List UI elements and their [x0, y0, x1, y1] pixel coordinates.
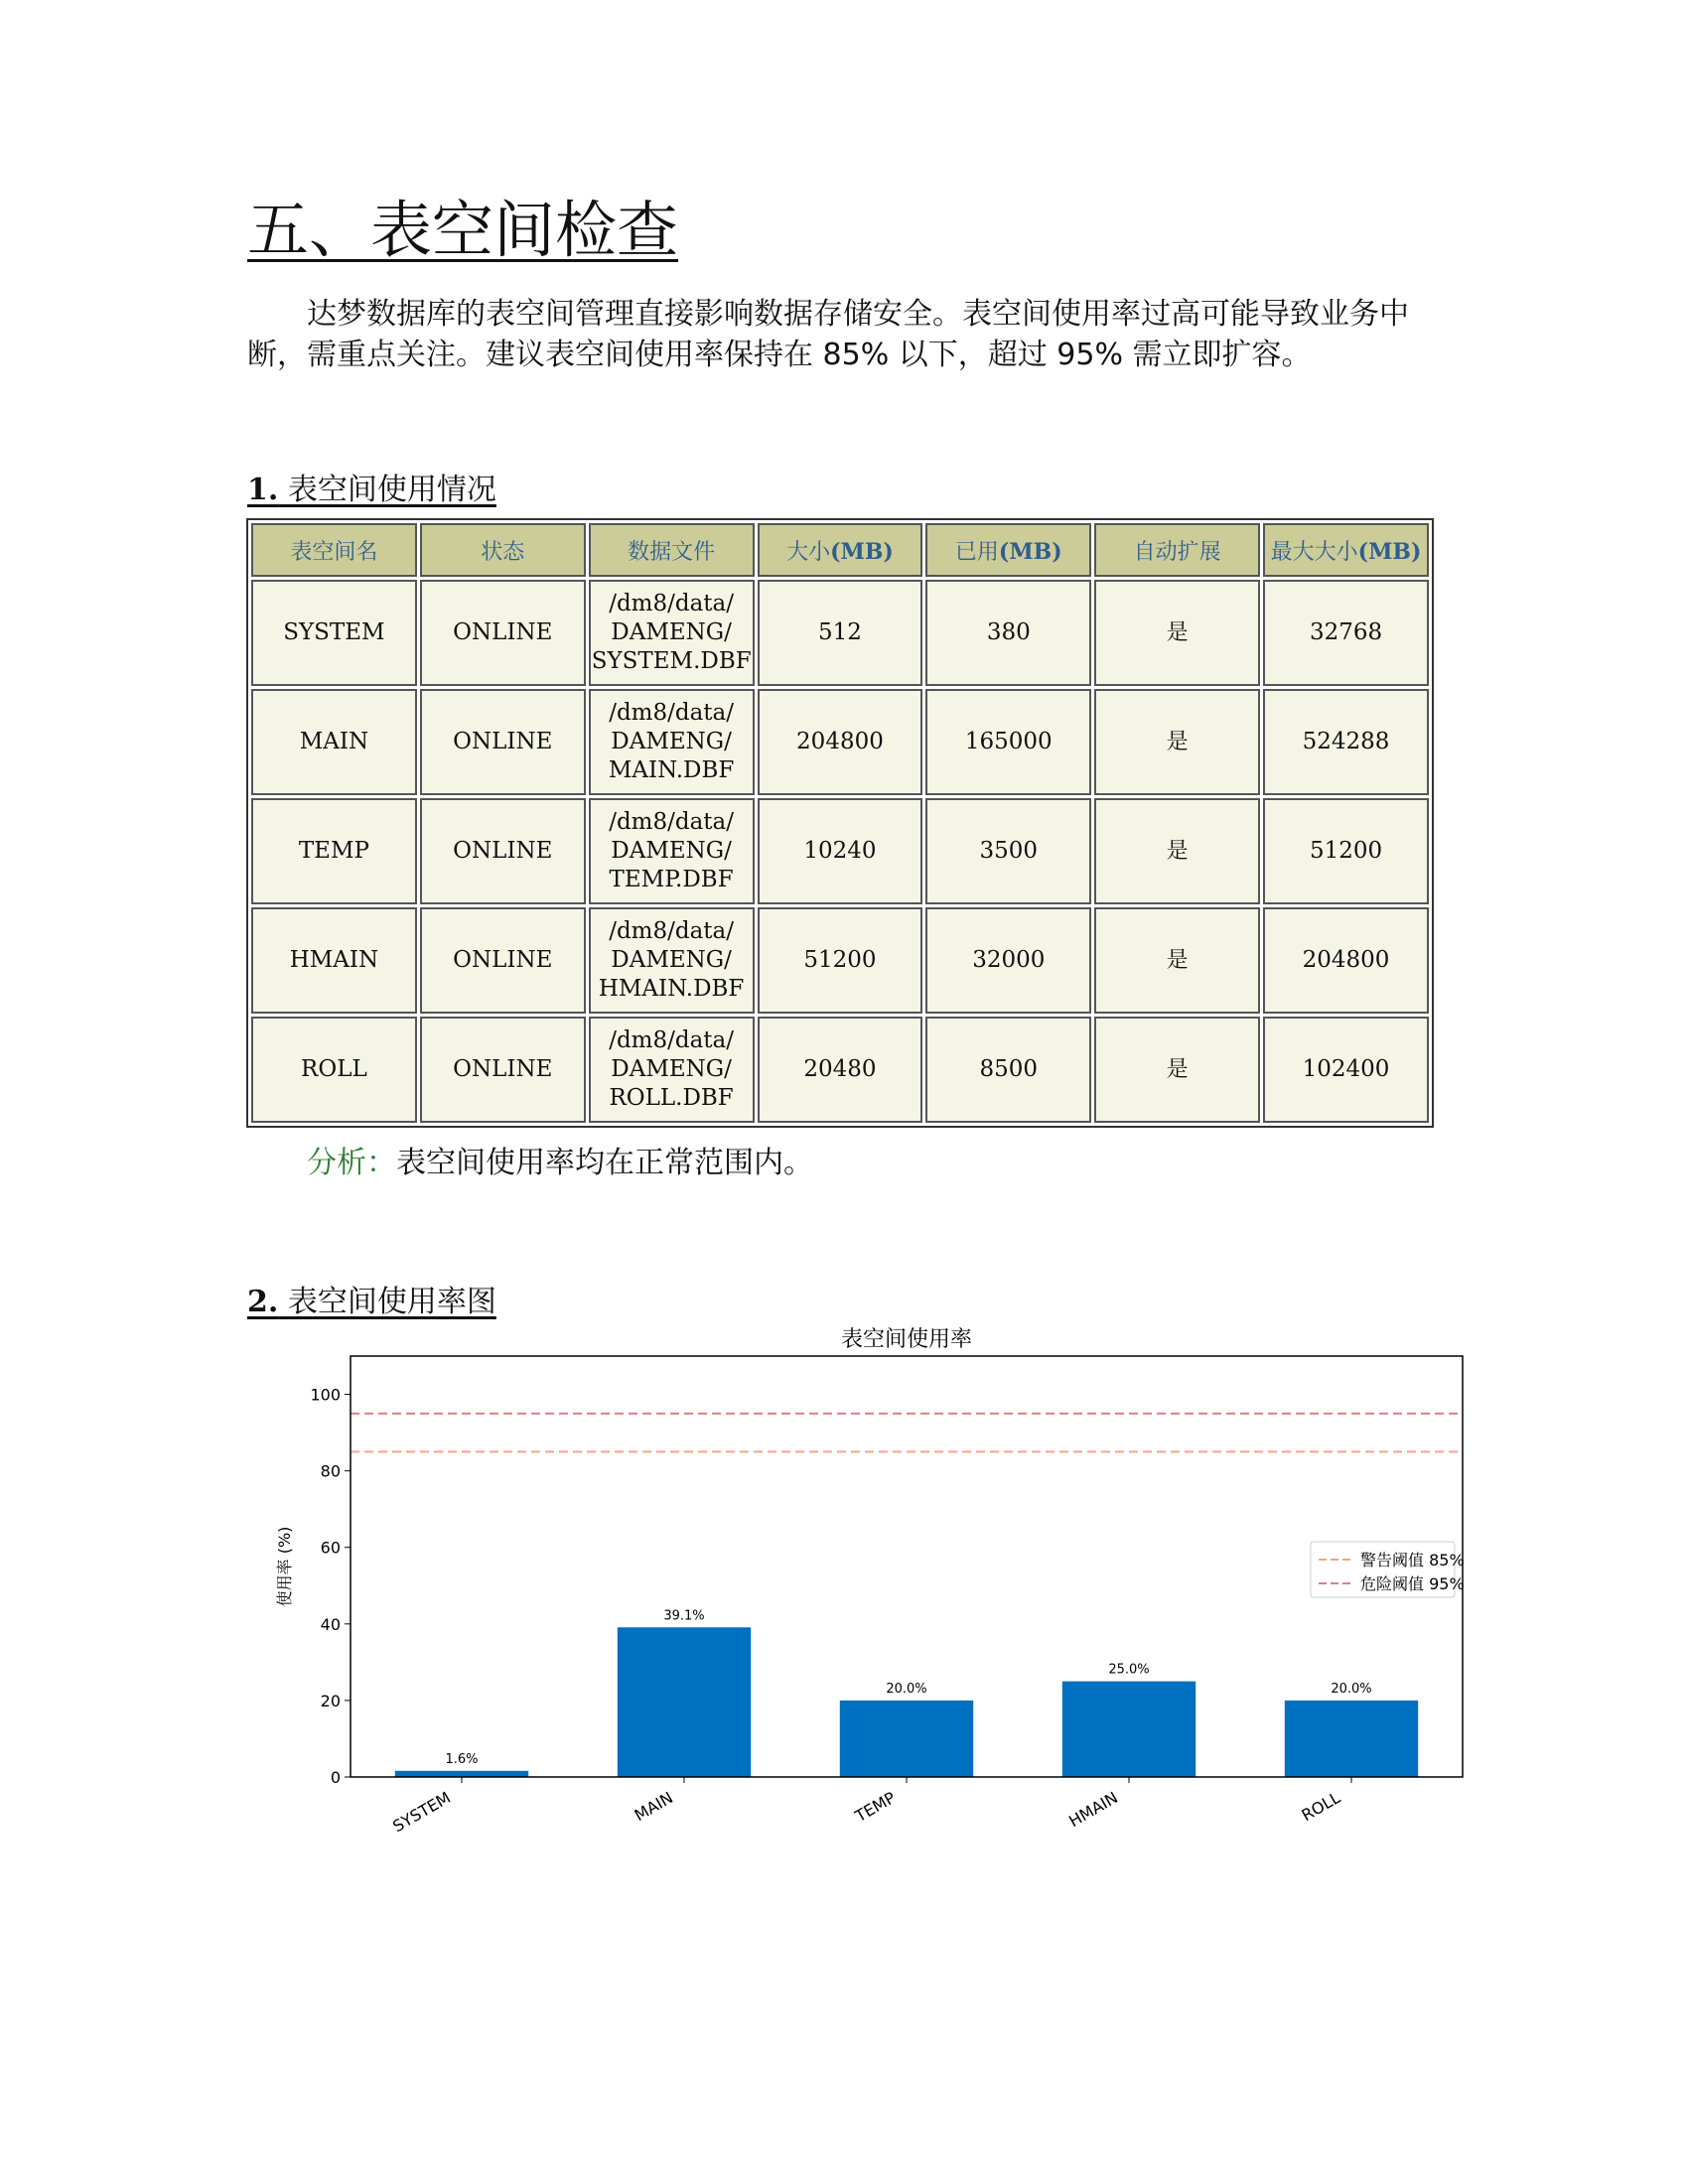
- tablespace-table: [248, 520, 1432, 1126]
- cell-size: 20480: [758, 1017, 923, 1123]
- cell-used: 8500: [925, 1017, 1091, 1123]
- table-header-row: [251, 523, 1429, 577]
- usage-chart: [268, 1320, 1479, 1856]
- x-tick-label: MAIN: [631, 1788, 676, 1826]
- cell-name: HMAIN: [251, 907, 417, 1014]
- legend-label: 危险阈值 95%: [1360, 1574, 1465, 1593]
- cell-name: MAIN: [251, 689, 417, 795]
- cell-maxsize: 51200: [1263, 798, 1429, 904]
- cell-name: SYSTEM: [251, 580, 417, 686]
- cell-status: ONLINE: [420, 798, 586, 904]
- cell-autoextend: 是: [1094, 689, 1260, 795]
- header-cell: 状态: [420, 523, 586, 577]
- cell-autoextend: 是: [1094, 1017, 1260, 1123]
- cell-file: /dm8/data/ DAMENG/ MAIN.DBF: [589, 689, 755, 795]
- cell-status: ONLINE: [420, 580, 586, 686]
- tablespace-table-frame: [246, 518, 1434, 1128]
- cell-size: 512: [758, 580, 923, 686]
- cell-file: /dm8/data/ DAMENG/ HMAIN.DBF: [589, 907, 755, 1014]
- section-number: 2.: [247, 1285, 279, 1319]
- cell-name: ROLL: [251, 1017, 417, 1123]
- table-row: [251, 1017, 1429, 1123]
- page-title: 五、表空间检查: [247, 194, 679, 266]
- cell-maxsize: 524288: [1263, 689, 1429, 795]
- cell-used: 32000: [925, 907, 1091, 1014]
- cell-file: /dm8/data/ DAMENG/ TEMP.DBF: [589, 798, 755, 904]
- bar: [1285, 1701, 1418, 1777]
- cell-size: 51200: [758, 907, 923, 1014]
- x-tick-label: SYSTEM: [389, 1788, 454, 1837]
- section-label: 表空间使用情况: [278, 473, 496, 507]
- bar: [618, 1627, 751, 1777]
- data-label: 1.6%: [445, 1751, 479, 1767]
- cell-used: 380: [925, 580, 1091, 686]
- cell-size: 10240: [758, 798, 923, 904]
- data-label: 20.0%: [886, 1681, 927, 1697]
- section-number: 1.: [247, 473, 279, 507]
- bar: [1062, 1682, 1196, 1777]
- y-tick-label: 60: [320, 1538, 341, 1558]
- cell-status: ONLINE: [420, 907, 586, 1014]
- intro-paragraph: 达梦数据库的表空间管理直接影响数据存储安全。表空间使用率过高可能导致业务中断，需重点关注。建议表空间使用率保持在 85% 以下，超过 95% 需立即扩容。: [247, 297, 1409, 372]
- cell-used: 165000: [925, 689, 1091, 795]
- cell-file: /dm8/data/ DAMENG/ ROLL.DBF: [589, 1017, 755, 1123]
- section-title-usage: [247, 465, 496, 508]
- cell-used: 3500: [925, 798, 1091, 904]
- bar: [840, 1701, 973, 1777]
- chart-title: 表空间使用率: [840, 1327, 973, 1352]
- x-tick-label: HMAIN: [1065, 1788, 1121, 1832]
- cell-name: TEMP: [251, 798, 417, 904]
- cell-maxsize: 102400: [1263, 1017, 1429, 1123]
- cell-file: /dm8/data/ DAMENG/ SYSTEM.DBF: [589, 580, 755, 686]
- header-cell: 已用(MB): [925, 523, 1091, 577]
- table-row: [251, 798, 1429, 904]
- cell-autoextend: 是: [1094, 580, 1260, 686]
- data-label: 25.0%: [1108, 1662, 1150, 1678]
- cell-maxsize: 204800: [1263, 907, 1429, 1014]
- x-tick-label: ROLL: [1298, 1788, 1343, 1826]
- header-cell: 大小(MB): [758, 523, 923, 577]
- data-label: 39.1%: [663, 1608, 705, 1624]
- cell-autoextend: 是: [1094, 907, 1260, 1014]
- cell-status: ONLINE: [420, 1017, 586, 1123]
- table-row: [251, 907, 1429, 1014]
- header-cell: 自动扩展: [1094, 523, 1260, 577]
- legend-label: 警告阈值 85%: [1360, 1551, 1465, 1570]
- y-tick-label: 100: [310, 1385, 341, 1405]
- section-label: 表空间使用率图: [278, 1285, 496, 1319]
- analysis-text: 表空间使用率均在正常范围内。: [396, 1146, 813, 1180]
- y-axis-label: 使用率 (%): [275, 1526, 294, 1607]
- analysis-note: [307, 1144, 813, 1183]
- cell-maxsize: 32768: [1263, 580, 1429, 686]
- table-row: [251, 580, 1429, 686]
- y-tick-label: 0: [330, 1768, 341, 1787]
- section-title-chart: [247, 1277, 496, 1320]
- y-tick-label: 40: [320, 1614, 341, 1634]
- analysis-label: 分析：: [307, 1146, 396, 1180]
- y-tick-label: 20: [320, 1691, 341, 1710]
- x-tick-label: TEMP: [851, 1788, 899, 1827]
- y-tick-label: 80: [320, 1461, 341, 1481]
- cell-size: 204800: [758, 689, 923, 795]
- header-cell: 最大大小(MB): [1263, 523, 1429, 577]
- cell-autoextend: 是: [1094, 798, 1260, 904]
- header-cell: 数据文件: [589, 523, 755, 577]
- table-row: [251, 689, 1429, 795]
- cell-status: ONLINE: [420, 689, 586, 795]
- header-cell: 表空间名: [251, 523, 417, 577]
- data-label: 20.0%: [1331, 1681, 1372, 1697]
- bar: [395, 1771, 528, 1777]
